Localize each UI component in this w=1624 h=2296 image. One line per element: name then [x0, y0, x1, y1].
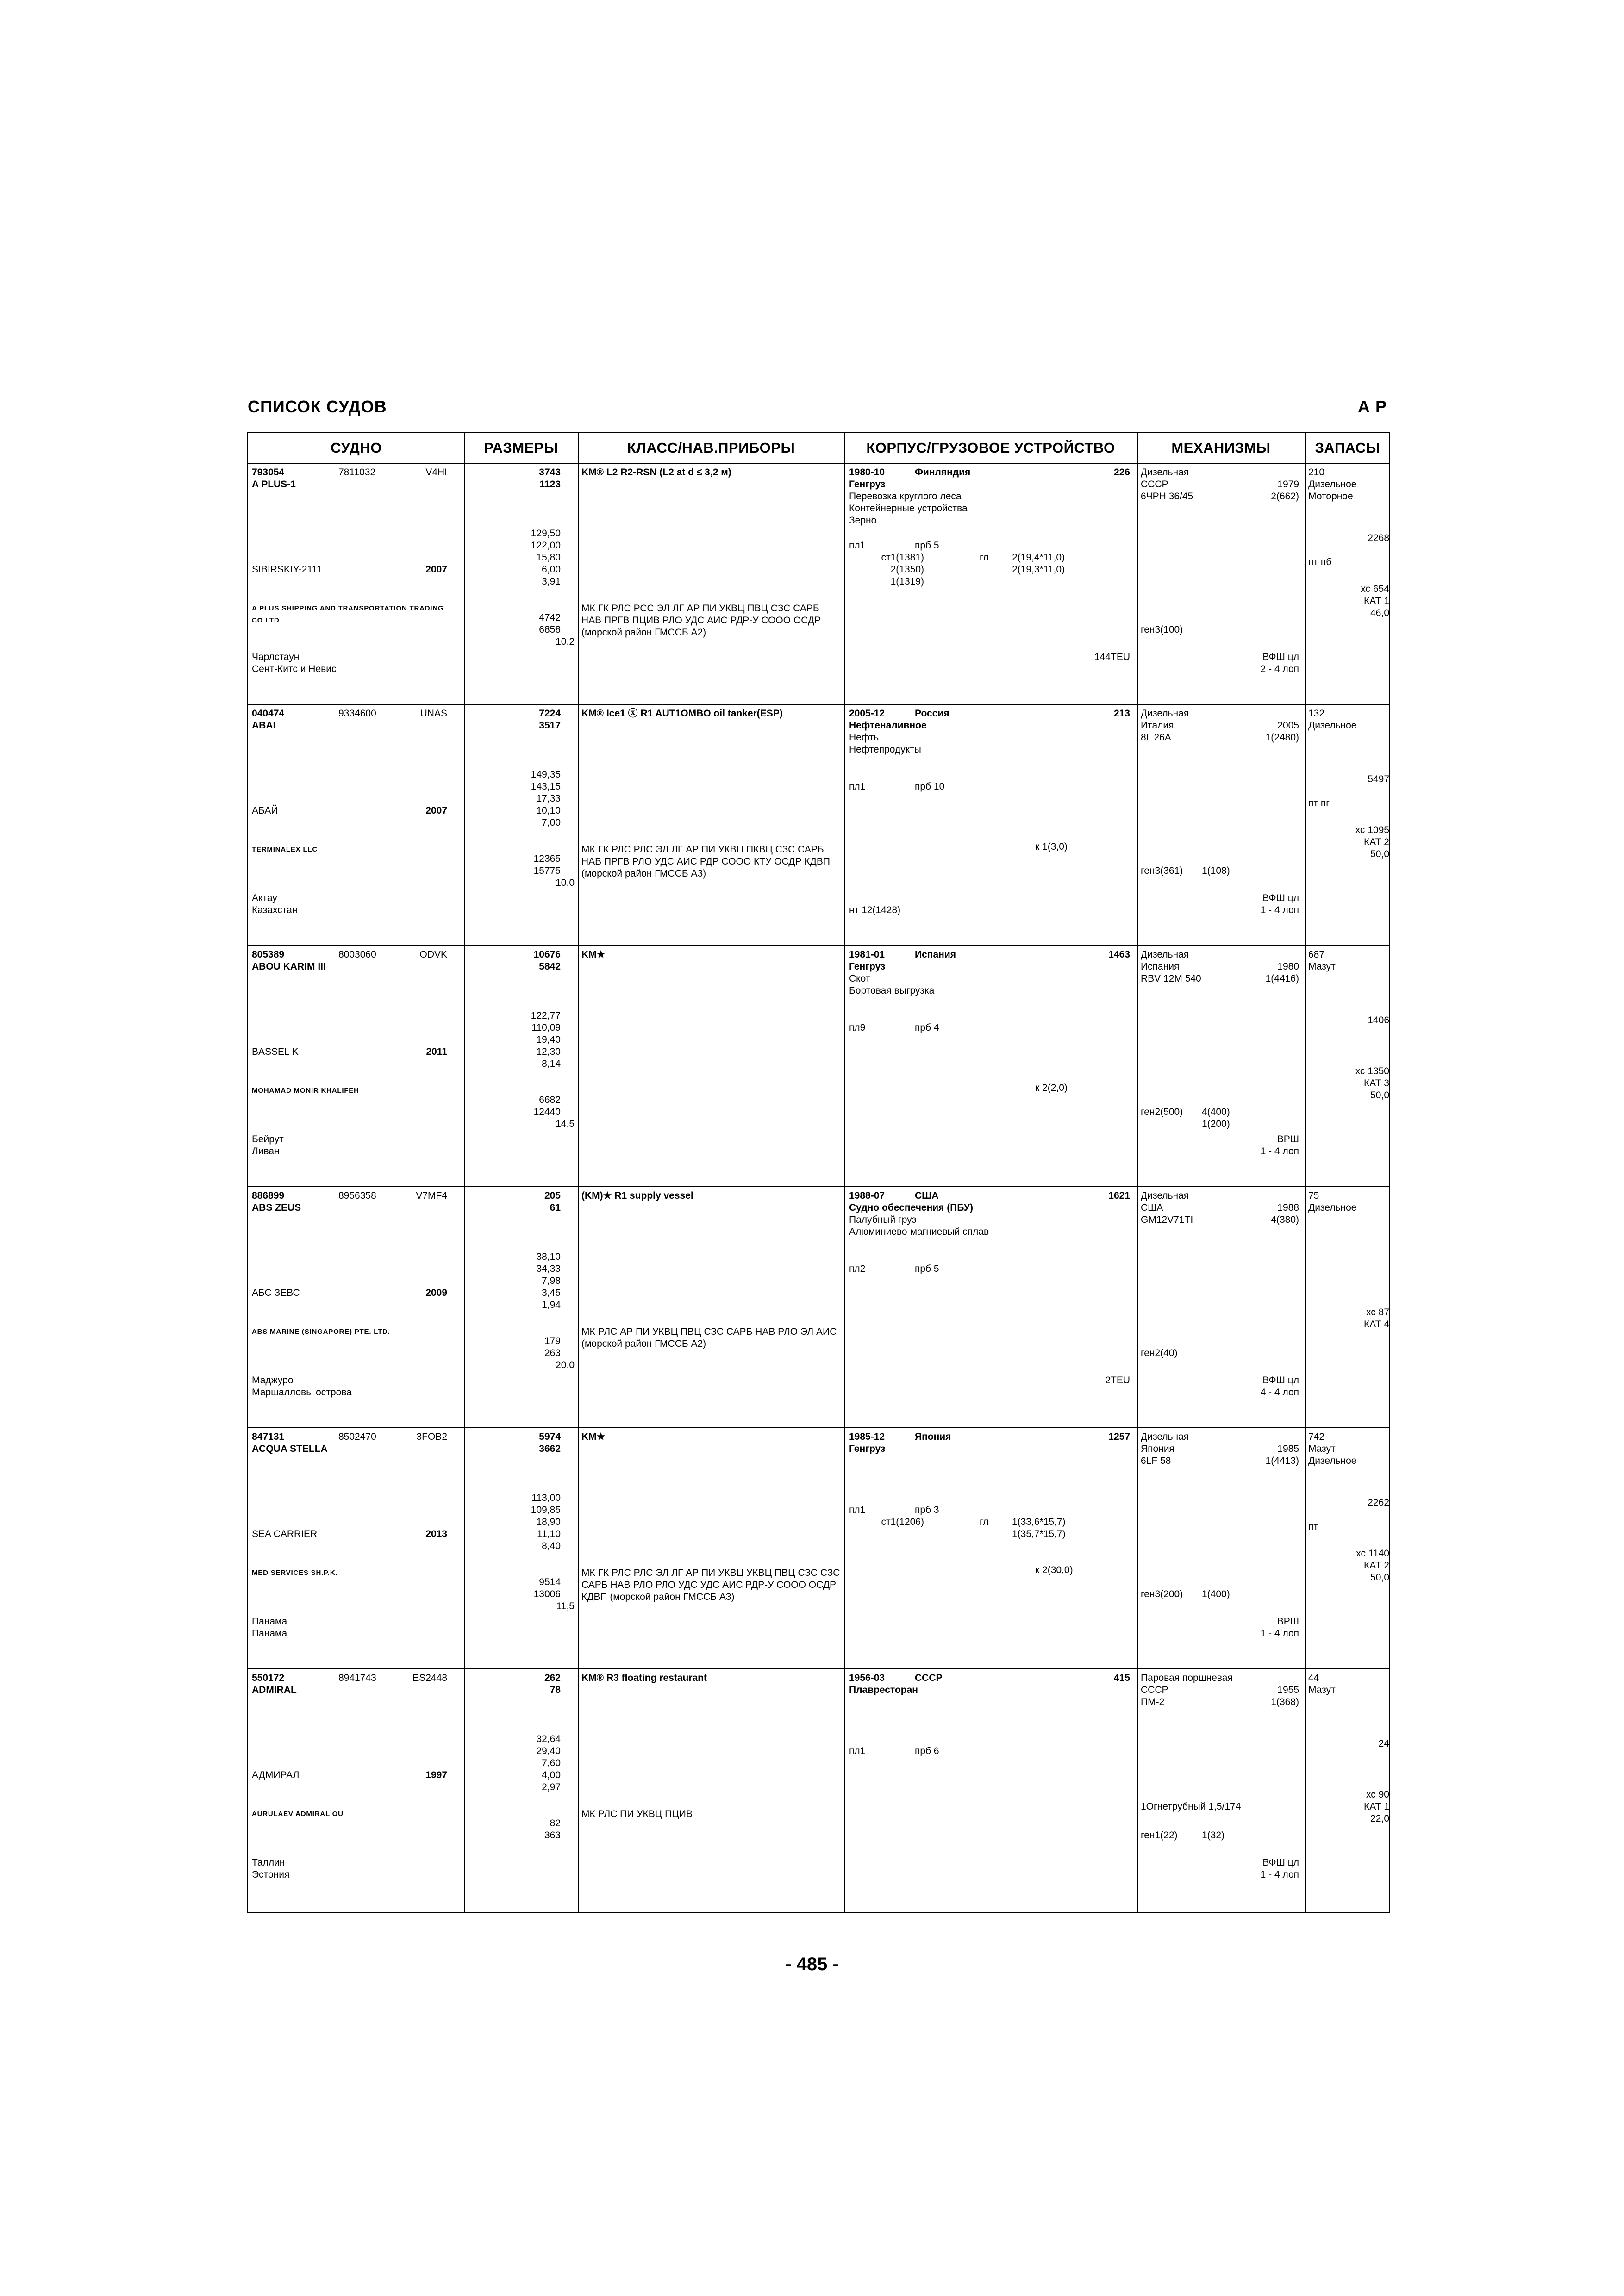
- deadweight: 6682: [539, 1095, 561, 1105]
- draft: 8,14: [542, 1058, 561, 1069]
- cargo-1: Скот: [849, 973, 870, 984]
- deadweight: 12365: [533, 853, 561, 864]
- fuel-type-1: Мазут: [1308, 1685, 1336, 1695]
- breadth: 17,33: [536, 793, 561, 804]
- propeller-type: ВРШ: [1277, 1616, 1299, 1627]
- hull-build-country: Финляндия: [915, 467, 971, 478]
- hatch-size: 1(33,6*15,7): [1012, 1517, 1066, 1527]
- deck-count: пл1: [849, 540, 866, 551]
- breadth: 7,60: [542, 1758, 561, 1768]
- nav-equipment: МК ГК РЛС РЛС ЭЛ ЛГ АР ПИ УКВЦ ПКВЦ СЗС САРБ НАВ ПРГВ РЛО УДС АИС РДР СООО КТУ ОСДР КДВП (морской район ГМССБ А3): [581, 844, 830, 879]
- flag-country: Маршалловы острова: [252, 1387, 352, 1398]
- ship-name: ABOU KARIM III: [252, 961, 326, 972]
- col-header-stores: ЗАПАСЫ: [1315, 440, 1380, 456]
- displacement: 12440: [533, 1107, 561, 1117]
- col-header-machinery: МЕХАНИЗМЫ: [1171, 440, 1271, 456]
- deadweight: 9514: [539, 1577, 561, 1587]
- engine-model: GM12V71TI: [1141, 1214, 1193, 1225]
- tonnage-gross: 262: [544, 1673, 561, 1683]
- refrigeration: хс 1140: [1356, 1548, 1389, 1559]
- hull-number: 1257: [1108, 1431, 1130, 1442]
- generator-1: ген3(361): [1141, 865, 1183, 876]
- cargo-1: Нефть: [849, 732, 879, 743]
- owner-name: MOHAMAD MONIR KHALIFEH: [252, 1087, 359, 1095]
- hull-number: 226: [1113, 467, 1130, 478]
- crane-info: к 2(30,0): [1035, 1565, 1073, 1575]
- engine-type: Дизельная: [1141, 1431, 1189, 1442]
- home-port: Таллин: [252, 1857, 285, 1868]
- flag-country: Ливан: [252, 1146, 280, 1157]
- refrigeration: хс 654: [1361, 584, 1389, 594]
- hull-build-country: Испания: [915, 949, 956, 960]
- speed: 11,5: [556, 1601, 575, 1612]
- autonomy: 50,0: [1370, 1090, 1389, 1101]
- depth: 3,45: [542, 1288, 561, 1298]
- depth: 10,10: [536, 805, 561, 816]
- speed: 14,5: [556, 1119, 575, 1129]
- displacement: 13006: [533, 1589, 561, 1599]
- nav-equipment: МК РЛС АР ПИ УКВЦ ПВЦ СЗС САРБ НАВ РЛО ЭЛ АИС (морской район ГМССБ А2): [581, 1326, 837, 1349]
- deck-count: пл2: [849, 1263, 866, 1274]
- ship-type: Судно обеспечения (ПБУ): [849, 1202, 973, 1213]
- build-year: 2007: [425, 805, 447, 816]
- imo-number: 8003060: [338, 949, 376, 960]
- ship-type: Генгруз: [849, 479, 886, 490]
- build-year: 2009: [425, 1288, 447, 1298]
- crane-info: к 1(3,0): [1035, 841, 1068, 852]
- hold-size: 2(1350): [890, 564, 924, 575]
- build-year: 2011: [426, 1046, 447, 1057]
- deadweight: 179: [544, 1336, 561, 1346]
- col-header-class: КЛАСС/НАВ.ПРИБОРЫ: [627, 440, 795, 456]
- bulkhead-count: прб 5: [915, 1263, 939, 1274]
- hatch-size: 1(35,7*15,7): [1012, 1529, 1066, 1539]
- breadth: 7,98: [542, 1276, 561, 1286]
- refrigeration: хс 1095: [1355, 825, 1389, 835]
- cargo-2: Нефтепродукты: [849, 744, 921, 755]
- generator-1: ген3(100): [1141, 624, 1183, 635]
- hull-build-country: Россия: [915, 708, 949, 719]
- length-overall: 122,77: [531, 1010, 561, 1021]
- deck-count: пл9: [849, 1022, 866, 1033]
- deck-count: пл1: [849, 1505, 866, 1515]
- page-title: СПИСОК СУДОВ: [248, 397, 387, 416]
- engine-country: СССР: [1141, 479, 1168, 490]
- fuel-capacity: 742: [1308, 1431, 1325, 1442]
- stores-flags: пт: [1308, 1521, 1318, 1532]
- register-number: 886899: [252, 1190, 285, 1201]
- ship-name: ACQUA STELLA: [252, 1444, 328, 1454]
- hull-build-country: США: [915, 1190, 939, 1201]
- category: КАТ 2: [1364, 837, 1389, 847]
- category: КАТ 1: [1364, 1801, 1389, 1812]
- cargo-2: Бортовая выгрузка: [849, 985, 935, 996]
- length-pp: 122,00: [531, 540, 561, 551]
- engine-type: Паровая поршневая: [1141, 1673, 1233, 1683]
- engine-model: 6ЧРН 36/45: [1141, 491, 1193, 502]
- speed: 10,0: [556, 877, 575, 888]
- ship-type: Генгруз: [849, 961, 886, 972]
- fuel-type-1: Мазут: [1308, 961, 1336, 972]
- engine-country: Япония: [1141, 1444, 1174, 1454]
- ship-record: [248, 1428, 1389, 1669]
- call-sign: V4HI: [425, 467, 447, 478]
- build-year: 2007: [425, 564, 447, 575]
- ship-name: A PLUS-1: [252, 479, 296, 490]
- register-number: 793054: [252, 467, 285, 478]
- tonnage-gross: 10676: [533, 949, 561, 960]
- ship-name: ADMIRAL: [252, 1685, 297, 1695]
- nav-equipment: МК ГК РЛС РСС ЭЛ ЛГ АР ПИ УКВЦ ПВЦ СЗС САРБ НАВ ПРГВ ПЦИВ РЛО УДС АИС РДР-У СООО ОСДР (морской район ГМССБ А2): [581, 603, 821, 638]
- engine-year: 1988: [1277, 1202, 1299, 1213]
- page-letters: А Р: [1357, 397, 1387, 416]
- engine-country: Италия: [1141, 720, 1174, 731]
- draft: 8,40: [542, 1541, 561, 1551]
- engine-year: 2005: [1277, 720, 1299, 731]
- ship-type: Плавресторан: [849, 1685, 918, 1695]
- deck-count: пл1: [849, 1746, 866, 1756]
- engine-power: 4(380): [1271, 1214, 1299, 1225]
- engine-country: СССР: [1141, 1685, 1168, 1695]
- generator-2: 4(400): [1202, 1107, 1230, 1117]
- length-overall: 149,35: [531, 769, 561, 780]
- ship-record: [248, 705, 1389, 946]
- engine-type: Дизельная: [1141, 949, 1189, 960]
- displacement: 6858: [539, 624, 561, 635]
- engine-type: Дизельная: [1141, 467, 1189, 478]
- ship-record: [248, 464, 1389, 705]
- fuel-type-1: Дизельное: [1308, 1202, 1357, 1213]
- displacement: 15775: [533, 865, 561, 876]
- tonnage-gross: 205: [544, 1190, 561, 1201]
- col-header-dimensions: РАЗМЕРЫ: [484, 440, 558, 456]
- nav-equipment: МК РЛС ПИ УКВЦ ПЦИВ: [581, 1809, 693, 1819]
- hold-size: ст1(1381): [881, 552, 924, 563]
- length-pp: 109,85: [531, 1505, 561, 1515]
- water-capacity: 24: [1378, 1738, 1389, 1749]
- hull-build-date: 1956-03: [849, 1673, 885, 1683]
- water-capacity: 2262: [1368, 1497, 1389, 1508]
- owner-name: TERMINALEX LLC: [252, 846, 318, 853]
- bulkhead-count: прб 5: [915, 540, 939, 551]
- build-year: 1997: [425, 1770, 447, 1780]
- autonomy: 22,0: [1370, 1813, 1389, 1824]
- hatch-label: гл: [980, 1517, 989, 1527]
- ship-register-table: [247, 432, 1390, 1913]
- bulkhead-count: прб 10: [915, 781, 945, 792]
- register-number: 550172: [252, 1673, 285, 1683]
- engine-type: Дизельная: [1141, 708, 1189, 719]
- generator-1: ген1(22): [1141, 1830, 1178, 1841]
- generator-1: ген3(200): [1141, 1589, 1183, 1599]
- breadth: 19,40: [536, 1034, 561, 1045]
- propeller-blades: 1 - 4 лоп: [1260, 1628, 1299, 1639]
- deck-count: пл1: [849, 781, 866, 792]
- engine-country: США: [1141, 1202, 1163, 1213]
- generator-3: 1(200): [1202, 1119, 1230, 1129]
- propeller-blades: 1 - 4 лоп: [1260, 1146, 1299, 1157]
- bulkhead-count: прб 3: [915, 1505, 939, 1515]
- cargo-1: Палубный груз: [849, 1214, 917, 1225]
- propeller-type: ВРШ: [1277, 1134, 1299, 1145]
- refrigeration: хс 1350: [1355, 1066, 1389, 1076]
- ship-type: Нефтеналивное: [849, 720, 927, 731]
- former-name: АДМИРАЛ: [252, 1770, 300, 1780]
- engine-power: 1(4413): [1265, 1456, 1299, 1466]
- col-header-hull: КОРПУС/ГРУЗОВОЕ УСТРОЙСТВО: [866, 440, 1115, 456]
- fuel-capacity: 132: [1308, 708, 1325, 719]
- ship-type: Генгруз: [849, 1444, 886, 1454]
- register-number: 805389: [252, 949, 285, 960]
- speed: 20,0: [556, 1360, 575, 1370]
- tonnage-net: 61: [550, 1202, 561, 1213]
- imo-number: 8502470: [338, 1431, 376, 1442]
- register-number: 847131: [252, 1431, 285, 1442]
- engine-type: Дизельная: [1141, 1190, 1189, 1201]
- hull-build-date: 2005-12: [849, 708, 885, 719]
- hull-build-date: 1980-10: [849, 467, 885, 478]
- fuel-type-1: Мазут: [1308, 1444, 1336, 1454]
- home-port: Чарлстаун: [252, 652, 300, 662]
- displacement: 363: [544, 1830, 561, 1841]
- engine-model: 6LF 58: [1141, 1456, 1171, 1466]
- cargo-2: Алюминиево-магниевый сплав: [849, 1226, 989, 1237]
- hull-build-country: Япония: [915, 1431, 951, 1442]
- generator-2: 1(32): [1202, 1830, 1225, 1841]
- category: КАТ 4: [1364, 1319, 1389, 1330]
- col-header-ship: СУДНО: [331, 440, 382, 456]
- tonnage-net: 78: [550, 1685, 561, 1695]
- generator-1: ген2(500): [1141, 1107, 1183, 1117]
- propeller-type: ВФШ цл: [1262, 652, 1299, 662]
- fuel-type-2: Дизельное: [1308, 1456, 1357, 1466]
- tonnage-net: 5842: [539, 961, 561, 972]
- former-name: АБС ЗЕВС: [252, 1288, 300, 1298]
- engine-year: 1979: [1277, 479, 1299, 490]
- ship-name: ABS ZEUS: [252, 1202, 301, 1213]
- deadweight: 4742: [539, 612, 561, 623]
- hull-build-date: 1981-01: [849, 949, 885, 960]
- breadth: 15,80: [536, 552, 561, 563]
- crane-info: к 2(2,0): [1035, 1083, 1068, 1093]
- class-notation: KM® Ice1 ⓧ R1 AUT1OMBO oil tanker(ESP): [581, 708, 783, 719]
- home-port: Актау: [252, 893, 277, 903]
- length-pp: 34,33: [536, 1263, 561, 1274]
- owner-name: AURULAEV ADMIRAL OU: [252, 1810, 344, 1818]
- owner-name: MED SERVICES SH.P.K.: [252, 1569, 338, 1577]
- propeller-type: ВФШ цл: [1262, 1375, 1299, 1386]
- engine-power: 2(662): [1271, 491, 1299, 502]
- generator-1: ген2(40): [1141, 1348, 1178, 1358]
- fuel-capacity: 687: [1308, 949, 1325, 960]
- engine-model: 8L 26A: [1141, 732, 1171, 743]
- ship-record: [248, 1669, 1389, 1910]
- engine-power: 1(2480): [1265, 732, 1299, 743]
- fuel-capacity: 75: [1308, 1190, 1319, 1201]
- class-notation: KM★: [581, 1431, 606, 1442]
- engine-model: RBV 12M 540: [1141, 973, 1201, 984]
- class-notation: KM★: [581, 949, 606, 960]
- engine-year: 1985: [1277, 1444, 1299, 1454]
- hull-number: 415: [1113, 1673, 1130, 1683]
- hatch-size: 2(19,3*11,0): [1012, 564, 1065, 575]
- tonnage-gross: 7224: [539, 708, 561, 719]
- former-name: АБАЙ: [252, 805, 278, 816]
- register-number: 040474: [252, 708, 285, 719]
- hull-number: 1463: [1108, 949, 1130, 960]
- category: КАТ 3: [1364, 1078, 1389, 1089]
- refrigeration: хс 90: [1366, 1789, 1389, 1800]
- propeller-blades: 4 - 4 лоп: [1260, 1387, 1299, 1398]
- hold-size: 1(1319): [890, 576, 924, 587]
- imo-number: 7811032: [338, 467, 376, 478]
- length-overall: 38,10: [536, 1251, 561, 1262]
- owner-name: ABS MARINE (SINGAPORE) PTE. LTD.: [252, 1328, 390, 1336]
- cargo-1: Перевозка круглого леса: [849, 491, 962, 502]
- call-sign: ODVK: [419, 949, 447, 960]
- flag-country: Панама: [252, 1628, 287, 1639]
- bulkhead-count: прб 6: [915, 1746, 939, 1756]
- call-sign: V7MF4: [416, 1190, 447, 1201]
- home-port: Маджуро: [252, 1375, 294, 1386]
- fuel-type-2: Моторное: [1308, 491, 1353, 502]
- propeller-type: ВФШ цл: [1262, 1857, 1299, 1868]
- hull-number: 1621: [1108, 1190, 1130, 1201]
- autonomy: 50,0: [1370, 849, 1389, 859]
- autonomy: 50,0: [1370, 1572, 1389, 1583]
- tonnage-gross: 5974: [539, 1431, 561, 1442]
- class-notation: KM® R3 floating restaurant: [581, 1673, 707, 1683]
- ship-record: [248, 1187, 1389, 1428]
- refrigeration: хс 87: [1366, 1307, 1389, 1318]
- container-capacity: 2TEU: [1105, 1375, 1130, 1386]
- category: КАТ 2: [1364, 1560, 1389, 1571]
- engine-year: 1980: [1277, 961, 1299, 972]
- generator-2: 1(400): [1202, 1589, 1230, 1599]
- length-pp: 143,15: [531, 781, 561, 792]
- length-overall: 113,00: [531, 1493, 561, 1503]
- flag-country: Казахстан: [252, 905, 298, 915]
- depth: 12,30: [536, 1046, 561, 1057]
- depth: 4,00: [542, 1770, 561, 1780]
- boiler-info: 1Огнетрубный 1,5/174: [1141, 1801, 1241, 1812]
- length-overall: 129,50: [531, 528, 561, 539]
- cargo-2: Контейнерные устройства: [849, 503, 968, 514]
- imo-number: 8956358: [338, 1190, 376, 1201]
- propeller-blades: 2 - 4 лоп: [1260, 664, 1299, 674]
- stores-flags: пт пг: [1308, 798, 1330, 809]
- autonomy: 46,0: [1370, 608, 1389, 618]
- engine-model: ПМ-2: [1141, 1697, 1165, 1707]
- tonnage-net: 3517: [539, 720, 561, 731]
- hull-build-date: 1988-07: [849, 1190, 885, 1201]
- bulkhead-count: прб 4: [915, 1022, 939, 1033]
- flag-country: Эстония: [252, 1869, 290, 1880]
- water-capacity: 5497: [1368, 774, 1389, 784]
- propeller-blades: 1 - 4 лоп: [1260, 1869, 1299, 1880]
- displacement: 263: [544, 1348, 561, 1358]
- imo-number: 8941743: [338, 1673, 376, 1683]
- draft: 3,91: [542, 576, 561, 587]
- hold-size: ст1(1206): [881, 1517, 924, 1527]
- hull-build-country: СССР: [915, 1673, 943, 1683]
- former-name: BASSEL K: [252, 1046, 299, 1057]
- length-pp: 29,40: [536, 1746, 561, 1756]
- engine-power: 1(4416): [1265, 973, 1299, 984]
- imo-number: 9334600: [338, 708, 376, 719]
- build-year: 2013: [425, 1529, 447, 1539]
- home-port: Панама: [252, 1616, 287, 1627]
- call-sign: UNAS: [420, 708, 447, 719]
- propeller-blades: 1 - 4 лоп: [1260, 905, 1299, 915]
- speed: 10,2: [556, 636, 575, 647]
- home-port: Бейрут: [252, 1134, 284, 1145]
- cargo-3: Зерно: [849, 515, 877, 526]
- flag-country: Сент-Китс и Невис: [252, 664, 337, 674]
- depth: 6,00: [542, 564, 561, 575]
- stores-flags: пт пб: [1308, 557, 1332, 567]
- engine-power: 1(368): [1271, 1697, 1299, 1707]
- draft: 1,94: [542, 1300, 561, 1310]
- class-notation: KM® L2 R2-RSN (L2 at d ≤ 3,2 м): [581, 467, 731, 478]
- category: КАТ 1: [1364, 596, 1389, 606]
- water-capacity: 2268: [1368, 533, 1389, 543]
- call-sign: 3FOB2: [416, 1431, 447, 1442]
- water-capacity: 1406: [1368, 1015, 1389, 1026]
- tonnage-gross: 3743: [539, 467, 561, 478]
- container-capacity: 144TEU: [1094, 652, 1130, 662]
- draft: 2,97: [542, 1782, 561, 1792]
- propeller-type: ВФШ цл: [1262, 893, 1299, 903]
- nav-equipment: МК ГК РЛС РЛС ЭЛ ЛГ АР ПИ УКВЦ УКВЦ ПВЦ СЗС СЗС САРБ НАВ РЛО РЛО УДС УДС АИС РДР-У СООО ОСДР КДВП (морской район ГМССБ А3): [581, 1568, 840, 1602]
- fuel-capacity: 210: [1308, 467, 1325, 478]
- hatch-size: 2(19,4*11,0): [1012, 552, 1065, 563]
- ship-name: ABAI: [252, 720, 276, 731]
- engine-year: 1955: [1277, 1685, 1299, 1695]
- engine-country: Испания: [1141, 961, 1180, 972]
- former-name: SEA CARRIER: [252, 1529, 318, 1539]
- generator-2: 1(108): [1202, 865, 1230, 876]
- depth: 11,10: [537, 1529, 561, 1539]
- page-number: - 485 -: [785, 1954, 839, 1974]
- hull-number: 213: [1113, 708, 1130, 719]
- breadth: 18,90: [536, 1517, 561, 1527]
- hull-build-date: 1985-12: [849, 1431, 885, 1442]
- length-pp: 110,09: [531, 1022, 561, 1033]
- deadweight: 82: [550, 1818, 561, 1829]
- tank-info: нт 12(1428): [849, 905, 901, 915]
- owner-name: A PLUS SHIPPING AND TRANSPORTATION TRADING CO LTD: [252, 604, 444, 624]
- fuel-type-1: Дизельное: [1308, 479, 1357, 490]
- length-overall: 32,64: [536, 1734, 561, 1744]
- tonnage-net: 1123: [539, 479, 561, 490]
- fuel-type-1: Дизельное: [1308, 720, 1357, 731]
- ship-record: [248, 946, 1389, 1187]
- fuel-capacity: 44: [1308, 1673, 1319, 1683]
- call-sign: ES2448: [412, 1673, 447, 1683]
- class-notation: (KM)★ R1 supply vessel: [581, 1190, 693, 1201]
- tonnage-net: 3662: [539, 1444, 561, 1454]
- draft: 7,00: [542, 817, 561, 828]
- former-name: SIBIRSKIY-2111: [252, 564, 322, 575]
- hatch-label: гл: [980, 552, 989, 563]
